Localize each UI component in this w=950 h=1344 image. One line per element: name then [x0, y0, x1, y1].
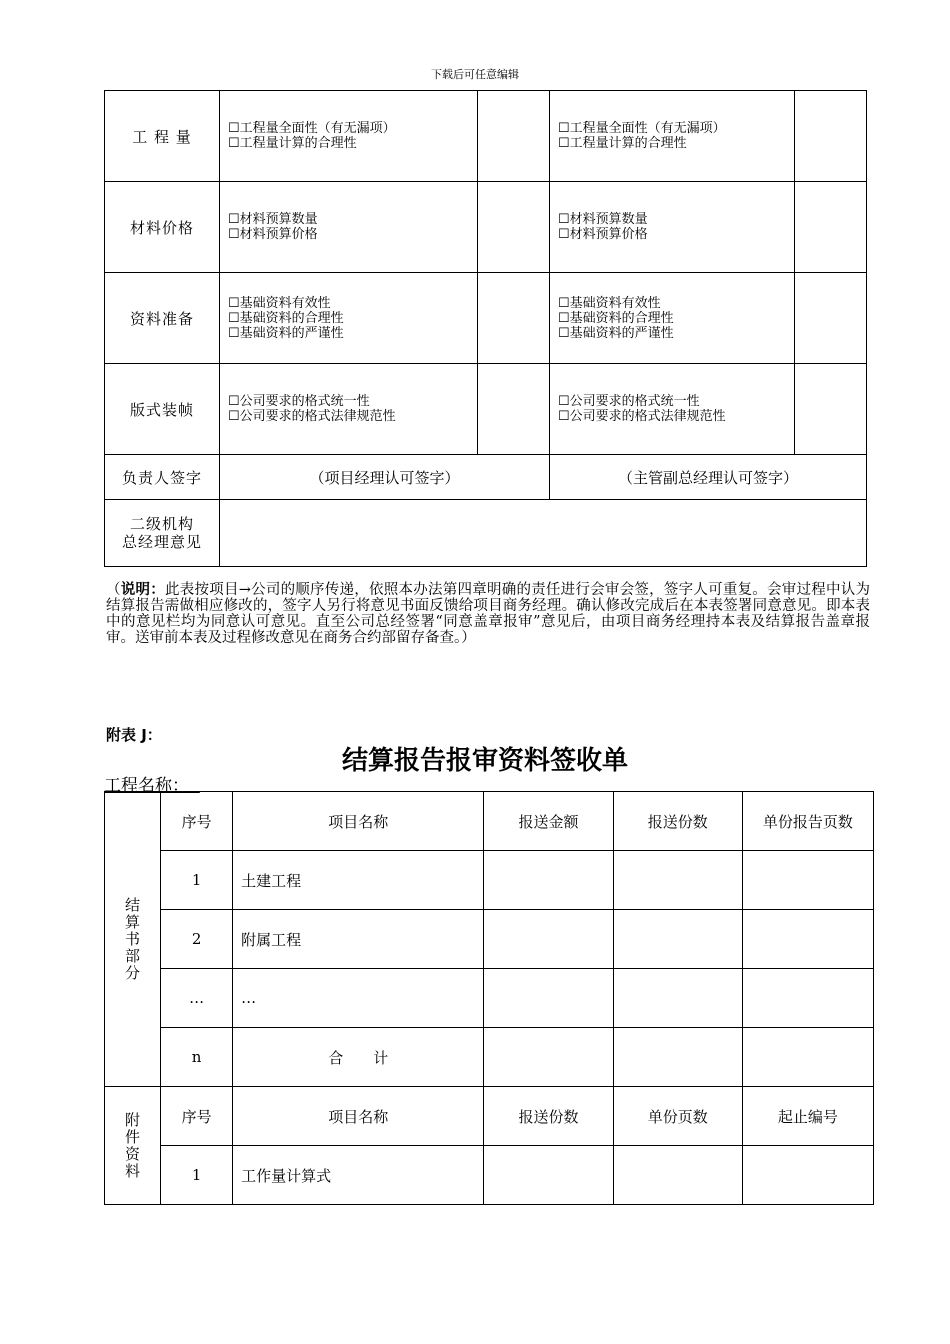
right-checklist: [550, 182, 795, 273]
row-number: …: [161, 969, 233, 1028]
checklist-item[interactable]: ☐材料预算价格: [558, 227, 648, 242]
amount-cell[interactable]: [484, 910, 613, 969]
serial-range-cell[interactable]: [742, 1146, 873, 1205]
checklist-item[interactable]: ☐基础资料的严谨性: [228, 325, 344, 341]
review-row: [105, 364, 867, 455]
column-header: 序号: [161, 792, 233, 851]
note-bold-label: 说明：: [120, 582, 165, 598]
item-name: 附属工程: [233, 910, 484, 969]
column-header: 项目名称: [233, 1087, 484, 1146]
review-row: [105, 182, 867, 273]
total-number: n: [161, 1028, 233, 1087]
row-number: 2: [161, 910, 233, 969]
copies-cell[interactable]: [613, 851, 742, 910]
review-sign-table: [104, 90, 867, 567]
pages-cell[interactable]: [742, 969, 873, 1028]
column-header: 报送金额: [484, 792, 613, 851]
table-row: [105, 910, 874, 969]
right-checklist: [550, 91, 795, 182]
item-name: 土建工程: [233, 851, 484, 910]
form-title: 结算报告报审资料签收单: [341, 746, 628, 776]
row-number: 1: [161, 851, 233, 910]
pages-cell[interactable]: [742, 1028, 873, 1087]
left-checklist: [220, 364, 478, 455]
section1-header-row: [105, 792, 874, 851]
table-row: [105, 969, 874, 1028]
total-label: 合 计: [233, 1028, 484, 1087]
checklist-item[interactable]: ☐公司要求的格式法律规范性: [228, 409, 396, 424]
right-checklist: [550, 273, 795, 364]
column-header: 起止编号: [742, 1087, 873, 1146]
left-checklist: [220, 91, 478, 182]
amount-cell[interactable]: [484, 851, 613, 910]
column-header: 序号: [161, 1087, 233, 1146]
note-text: 此表按项目→公司的顺序传递，依照本办法第四章明确的责任进行会审会签，签字人可重复。会审过程中认为结算报告需做相应修改的，签字人另行将意见书面反馈给项目商务经理。确认修改完成后在本表签署同意意见。即本表中的意见栏均为同意认可意见。直至公司总经签署“同意盖章报审”意见后，由项目商务经理持本表及结算报告盖章报审。送审前本表及过程修改意见在商务合约部留存备查。）: [106, 582, 871, 646]
right-sign-cell[interactable]: [795, 182, 867, 273]
left-sign-cell[interactable]: [478, 91, 550, 182]
pages-cell[interactable]: [742, 851, 873, 910]
project-name-label: 工程名称：: [104, 776, 189, 796]
review-row-label: 材料价格: [105, 182, 220, 273]
review-row-label: 工 程 量: [105, 91, 220, 182]
left-checklist: [220, 182, 478, 273]
item-name: …: [233, 969, 484, 1028]
checklist-item[interactable]: ☐公司要求的格式统一性: [228, 394, 370, 409]
checklist-item[interactable]: ☐公司要求的格式统一性: [558, 394, 700, 409]
row-number: 1: [161, 1146, 233, 1205]
checklist-item[interactable]: ☐工程量全面性（有无漏项）: [558, 121, 726, 136]
checklist-item[interactable]: ☐基础资料有效性: [228, 295, 331, 311]
pages-cell[interactable]: [742, 910, 873, 969]
section2-label: 附件资料: [105, 1087, 161, 1205]
right-sign-cell[interactable]: [795, 91, 867, 182]
opinion-label: 二级机构 总经理意见: [105, 500, 220, 567]
checklist-item[interactable]: ☐公司要求的格式法律规范性: [558, 409, 726, 424]
checklist-item[interactable]: ☐基础资料的严谨性: [558, 325, 674, 341]
checklist-item[interactable]: ☐工程量全面性（有无漏项）: [228, 121, 396, 136]
section2-header-row: [105, 1087, 874, 1146]
table-row: [105, 851, 874, 910]
column-header: 单份页数: [613, 1087, 742, 1146]
checklist-item[interactable]: ☐材料预算数量: [558, 212, 648, 227]
review-row: [105, 273, 867, 364]
pages-cell[interactable]: [613, 1146, 742, 1205]
checklist-item[interactable]: ☐工程量计算的合理性: [558, 136, 687, 151]
opinion-row: [105, 500, 867, 567]
section1-label: 结算书部分: [105, 792, 161, 1087]
review-row-label: 资料准备: [105, 273, 220, 364]
column-header: 项目名称: [233, 792, 484, 851]
review-row-label: 版式装帧: [105, 364, 220, 455]
copies-cell[interactable]: [613, 1028, 742, 1087]
left-sign-cell[interactable]: [478, 182, 550, 273]
signature-row: [105, 455, 867, 500]
column-header: 报送份数: [484, 1087, 613, 1146]
total-row: [105, 1028, 874, 1087]
copies-cell[interactable]: [613, 969, 742, 1028]
copies-cell[interactable]: [613, 910, 742, 969]
deputy-gm-signature: （主管副总经理认可签字）: [550, 455, 867, 500]
left-sign-cell[interactable]: [478, 364, 550, 455]
project-manager-signature: （项目经理认可签字）: [220, 455, 550, 500]
copies-cell[interactable]: [484, 1146, 613, 1205]
right-sign-cell[interactable]: [795, 273, 867, 364]
receipt-table: [104, 791, 874, 1205]
item-name: 工作量计算式: [233, 1146, 484, 1205]
amount-cell[interactable]: [484, 1028, 613, 1087]
review-row: [105, 91, 867, 182]
right-checklist: [550, 364, 795, 455]
checklist-item[interactable]: ☐基础资料有效性: [558, 295, 661, 311]
appendix-label: 附表 J：: [106, 726, 162, 744]
checklist-item[interactable]: ☐基础资料的合理性: [558, 310, 674, 326]
checklist-item[interactable]: ☐材料预算数量: [228, 212, 318, 227]
checklist-item[interactable]: ☐基础资料的合理性: [228, 310, 344, 326]
column-header: 单份报告页数: [742, 792, 873, 851]
left-sign-cell[interactable]: [478, 273, 550, 364]
column-header: 报送份数: [613, 792, 742, 851]
amount-cell[interactable]: [484, 969, 613, 1028]
explanation-note: （说明：此表按项目→公司的顺序传递，依照本办法第四章明确的责任进行会审会签，签字人可重复。会审过程中认为结算报告需做相应修改的，签字人另行将意见书面反馈给项目商务经理。确认修改完成后在本表签署同意意见。即本表中的意见栏均为同意认可意见。直至公司总经签署“同意盖章报审”意见后，由项目商务经理持本表及结算报告盖章报审。送审前本表及过程修改意见在商务合约部留存备查。）: [106, 582, 871, 646]
checklist-item[interactable]: ☐材料预算价格: [228, 227, 318, 242]
opinion-field[interactable]: [220, 500, 867, 567]
left-checklist: [220, 273, 478, 364]
table-row: [105, 1146, 874, 1205]
page-header-note: 下载后可任意编辑: [431, 68, 519, 81]
signature-label: 负责人签字: [105, 455, 220, 500]
right-sign-cell[interactable]: [795, 364, 867, 455]
checklist-item[interactable]: ☐工程量计算的合理性: [228, 136, 357, 151]
